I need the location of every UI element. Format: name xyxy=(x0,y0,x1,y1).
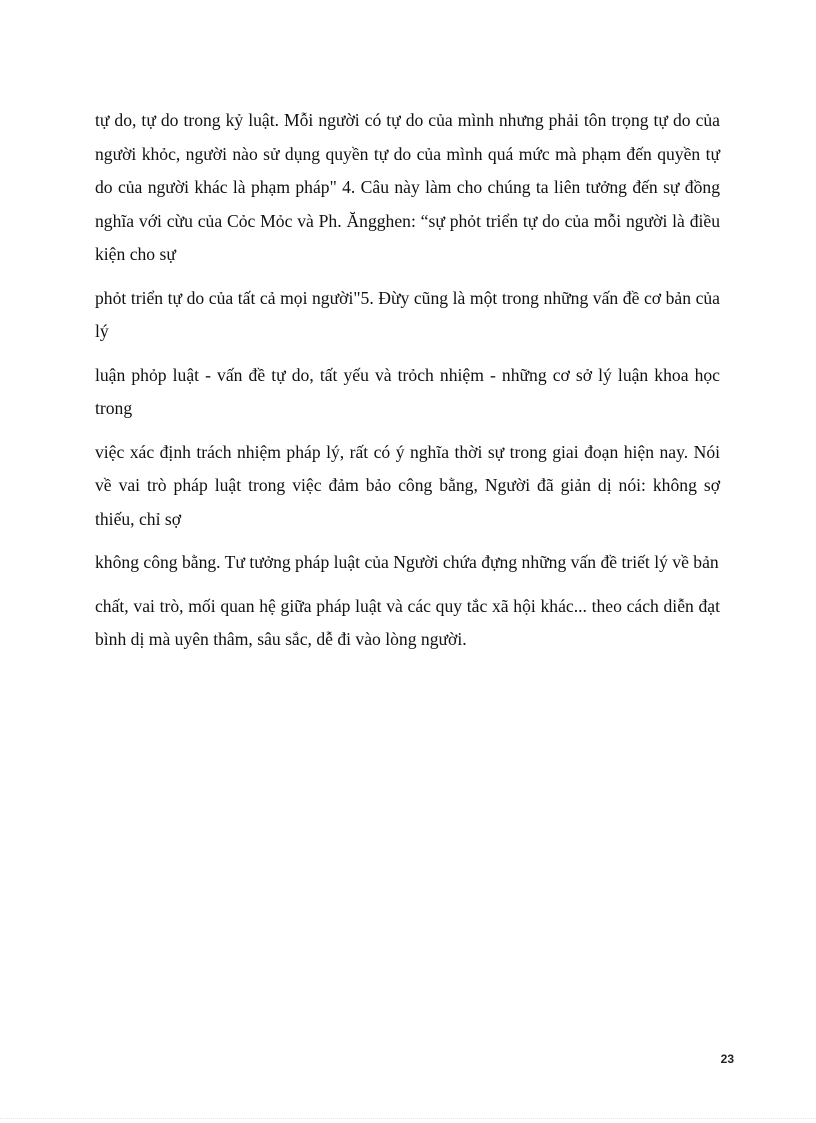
paragraph-3: luận phỏp luật - vấn đề tự do, tất yếu và trỏch nhiệm - những cơ sở lý luận khoa học trong xyxy=(95,364,720,418)
paragraph-4: việc xác định trách nhiệm pháp lý, rất có ý nghĩa thời sự trong giai đoạn hiện nay. Nói về vai trò pháp luật trong việc đảm bảo công bằng, Người đã giản dị nói: không sợ thiếu, chỉ sợ xyxy=(95,441,720,529)
body-text xyxy=(95,104,720,657)
paragraph-6: chất, vai trò, mối quan hệ giữa pháp luật và các quy tắc xã hội khác... theo cách diễn đạt bình dị mà uyên thâm, sâu sắc, dễ đi vào lòng người. xyxy=(95,595,720,649)
page-number: 23 xyxy=(720,1052,734,1066)
page-bottom-divider xyxy=(0,1118,816,1119)
paragraph-1: tự do, tự do trong kỷ luật. Mỗi người có tự do của mình nhưng phải tôn trọng tự do của người khỏc, người nào sử dụng quyền tự do của mình quá mức mà phạm đến quyền tự do của người khác là phạm pháp" 4. Câu này làm cho chúng ta liên tưởng đến sự đồng nghĩa với cừu của Cỏc Mỏc và Ph. Ăngghen: “sự phỏt triển tự do của mỗi người là điều kiện cho sự xyxy=(95,110,720,264)
paragraph-2: phỏt triển tự do của tất cả mọi người"5. Đừy cũng là một trong những vấn đề cơ bản của lý xyxy=(95,287,720,341)
paragraph-5: không công bằng. Tư tưởng pháp luật của Người chứa đựng những vấn đề triết lý về bản xyxy=(95,552,719,572)
